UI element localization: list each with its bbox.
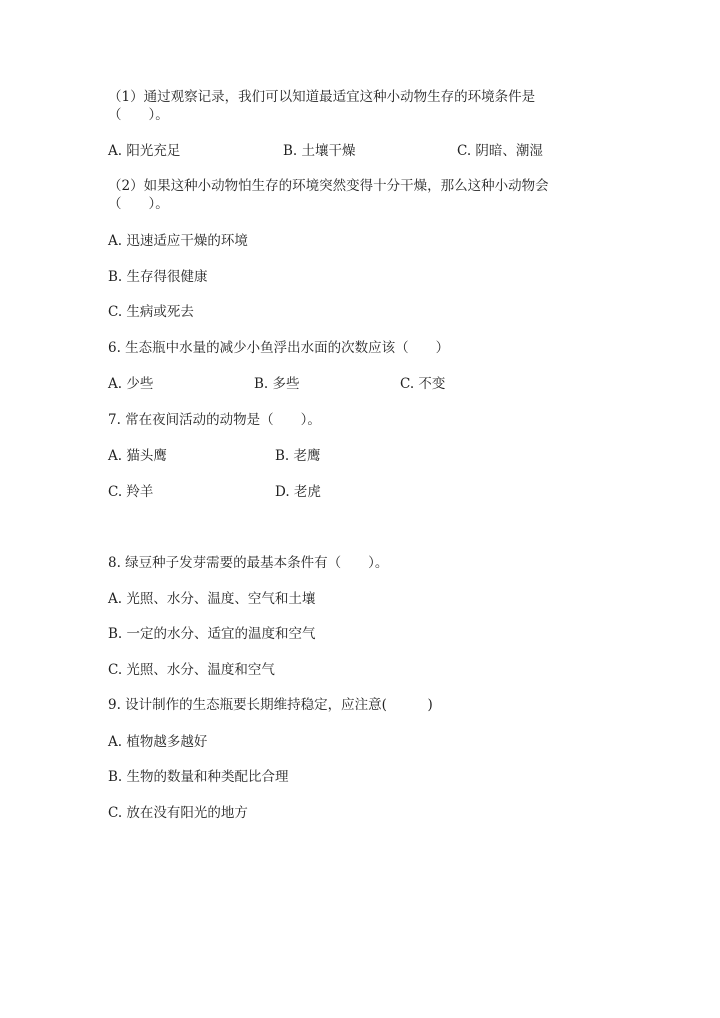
question-7-stem: 7. 常在夜间活动的动物是（ ）。: [108, 412, 321, 428]
sub-question-1-stem: （1）通过观察记录，我们可以知道最适宜这种小动物生存的环境条件是: [108, 89, 536, 105]
question-9-option-c: C. 放在没有阳光的地方: [108, 805, 248, 821]
sub-question-2-option-b: B. 生存得很健康: [108, 269, 208, 285]
question-9-option-b: B. 生物的数量和种类配比合理: [108, 769, 289, 785]
sub-question-1-option-a: A. 阳光充足: [108, 143, 181, 159]
question-9-stem: 9. 设计制作的生态瓶要长期维持稳定，应注意( ): [108, 697, 433, 713]
sub-question-2-stem: （2）如果这种小动物怕生存的环境突然变得十分干燥，那么这种小动物会: [108, 178, 549, 194]
sub-question-2-blank: （ ）。: [108, 196, 169, 212]
question-8-option-a: A. 光照、水分、温度、空气和土壤: [108, 591, 316, 607]
sub-question-1-option-b: B. 土壤干燥: [283, 143, 356, 159]
question-6-option-c: C. 不变: [400, 376, 446, 392]
sub-question-1-option-c: C. 阴暗、潮湿: [457, 143, 543, 159]
sub-question-2-option-a: A. 迅速适应干燥的环境: [108, 233, 248, 249]
question-8-option-c: C. 光照、水分、温度和空气: [108, 662, 275, 678]
question-7-option-d: D. 老虎: [275, 484, 321, 500]
question-7-option-c: C. 羚羊: [108, 484, 154, 500]
sub-question-1-blank: （ ）。: [108, 107, 169, 123]
question-8-stem: 8. 绿豆种子发芽需要的最基本条件有（ ）。: [108, 555, 389, 571]
question-7-option-a: A. 猫头鹰: [108, 448, 167, 464]
question-9-option-a: A. 植物越多越好: [108, 734, 208, 750]
question-8-option-b: B. 一定的水分、适宜的温度和空气: [108, 626, 316, 642]
question-6-option-b: B. 多些: [254, 376, 300, 392]
question-7-option-b: B. 老鹰: [275, 448, 321, 464]
sub-question-2-option-c: C. 生病或死去: [108, 304, 194, 320]
question-6-option-a: A. 少些: [108, 376, 154, 392]
question-6-stem: 6. 生态瓶中水量的减少小鱼浮出水面的次数应该（ ）: [108, 340, 450, 356]
